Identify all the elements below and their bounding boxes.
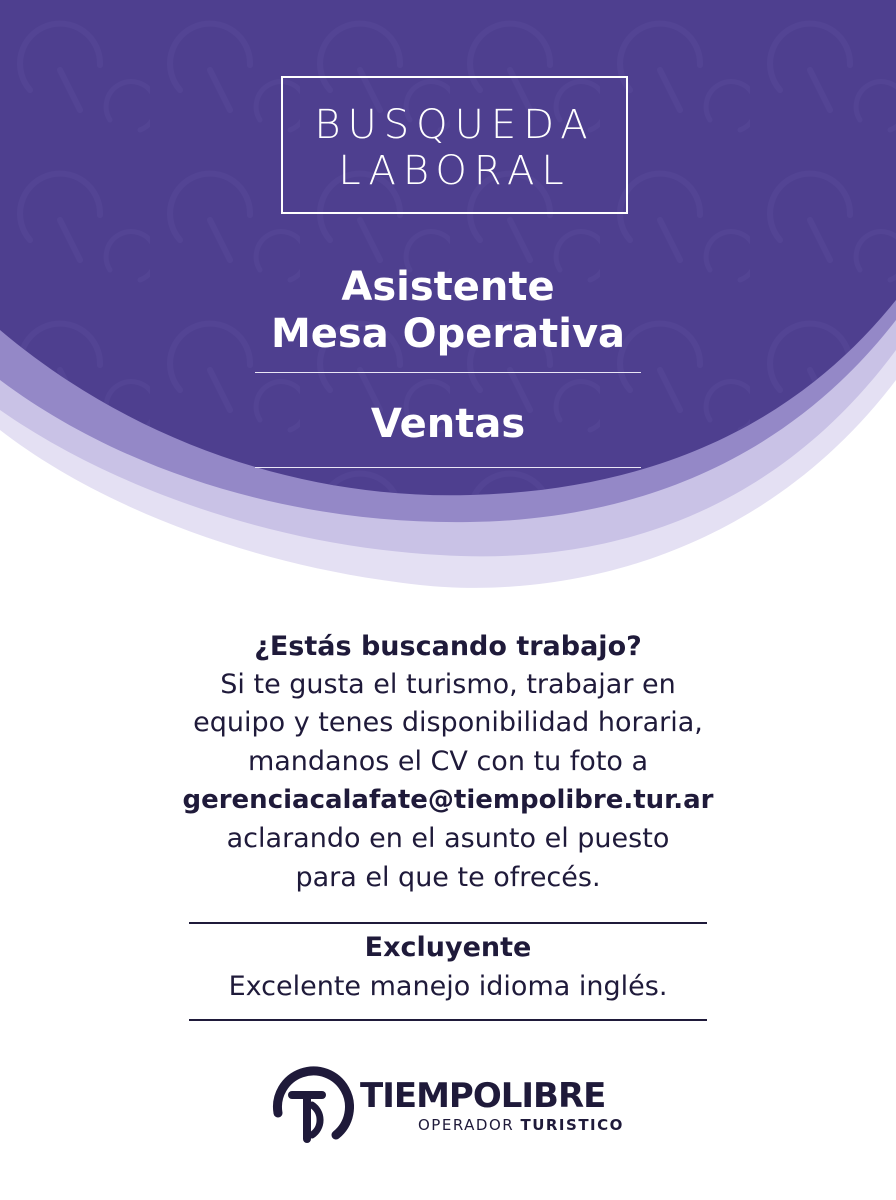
divider-requirement-bottom <box>189 1019 707 1021</box>
brand-subtitle-bold: TURISTICO <box>520 1116 624 1134</box>
body-line-4: aclarando en el asunto el puesto <box>226 823 670 854</box>
question-heading: ¿Estás buscando trabajo? <box>254 631 642 662</box>
body-line-2: equipo y tenes disponibilidad horaria, <box>193 707 703 738</box>
body-line-3: mandanos el CV con tu foto a <box>247 746 649 777</box>
tiempolibre-logo-icon <box>266 1063 354 1147</box>
divider-bottom <box>255 467 641 468</box>
contact-email[interactable]: gerenciacalafate@tiempolibre.tur.ar <box>182 785 714 815</box>
requirement-title: Excluyente <box>364 932 532 963</box>
brand-subtitle-light: OPERADOR <box>418 1116 515 1134</box>
brand-name: TIEMPOLIBRE <box>360 1076 606 1116</box>
title-line-1: BUSQUEDA <box>314 102 595 148</box>
department: Ventas <box>370 401 526 447</box>
requirement-text: Excelente manejo idioma inglés. <box>228 971 668 1002</box>
body-line-5: para el que te ofrecés. <box>295 862 601 893</box>
title-line-2: LABORAL <box>338 148 571 194</box>
divider-requirement-top <box>189 922 707 924</box>
title-box <box>281 76 628 214</box>
role-line-2: Mesa Operativa <box>270 311 626 357</box>
brand-subtitle <box>418 1116 648 1134</box>
divider-top <box>255 372 641 373</box>
body-line-1: Si te gusta el turismo, trabajar en <box>220 669 676 700</box>
role-line-1: Asistente <box>341 264 555 310</box>
